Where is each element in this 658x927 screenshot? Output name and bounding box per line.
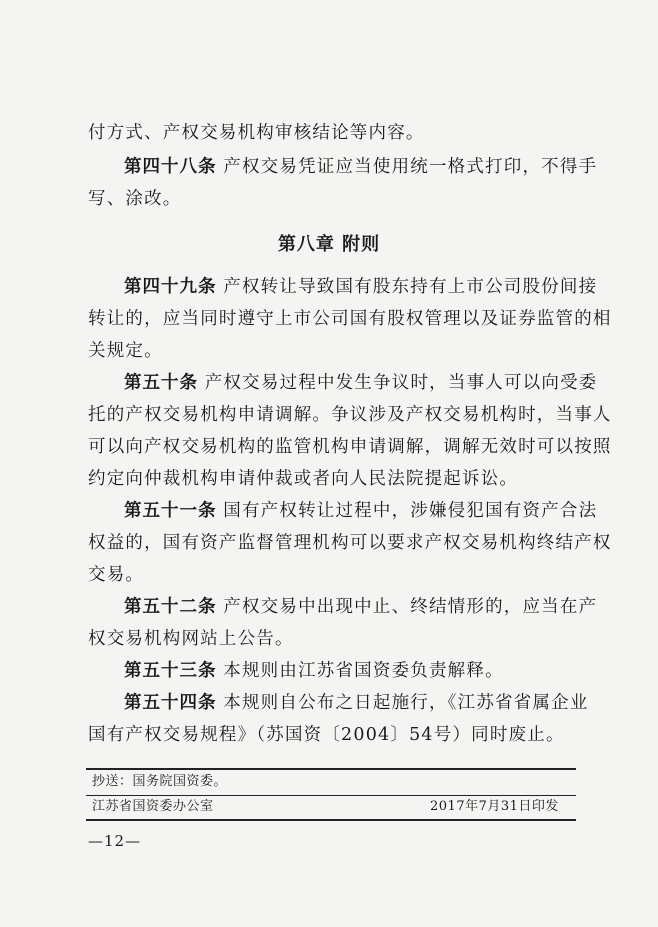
article-heading: 第五十四条 xyxy=(124,693,217,713)
footer-rule-top xyxy=(86,768,576,770)
page-number: —12— xyxy=(88,832,142,850)
article-text: 国有产权转让过程中，涉嫌侵犯国有资产合法 xyxy=(223,501,598,521)
body-line: 写、涂改。 xyxy=(88,189,182,209)
article-text: 本规则由江苏省国资委负责解释。 xyxy=(223,661,504,681)
article-52-line xyxy=(124,595,598,619)
article-text: 产权交易中出现中止、终结情形的，应当在产 xyxy=(223,597,598,617)
footer-rule-bottom xyxy=(86,819,576,821)
body-line: 权交易机构网站上公告。 xyxy=(88,629,294,649)
article-text: 本规则自公布之日起施行，《江苏省省属企业 xyxy=(223,693,589,713)
cc-line: 抄送：国务院国资委。 xyxy=(92,774,228,789)
article-text: 产权交易过程中发生争议时，当事人可以向受委 xyxy=(204,373,598,393)
body-line: 付方式、产权交易机构审核结论等内容。 xyxy=(88,123,425,143)
body-line: 权益的，国有资产监督管理机构可以要求产权交易机构终结产权 xyxy=(88,533,612,553)
body-line: 托的产权交易机构申请调解。争议涉及产权交易机构时，当事人 xyxy=(88,405,612,425)
article-53-line xyxy=(124,659,586,683)
article-heading: 第五十三条 xyxy=(124,661,217,681)
article-heading: 第五十条 xyxy=(124,373,198,393)
article-heading: 第四十八条 xyxy=(124,157,217,177)
body-line: 关规定。 xyxy=(88,341,163,361)
article-49-line xyxy=(124,275,598,299)
article-heading: 第五十一条 xyxy=(124,501,217,521)
article-heading: 第五十二条 xyxy=(124,597,217,617)
article-51-line xyxy=(124,499,598,523)
body-line: 转让的，应当同时遵守上市公司国有股权管理以及证券监管的相 xyxy=(88,309,612,329)
article-48-line xyxy=(124,155,598,179)
article-text: 产权转让导致国有股东持有上市公司股份间接 xyxy=(223,277,598,297)
body-line: 约定向仲裁机构申请仲裁或者向人民法院提起诉讼。 xyxy=(88,469,519,489)
article-54-line xyxy=(124,691,589,715)
chapter-title: 第八章 附则 xyxy=(277,234,381,255)
issue-date: 2017年7月31日印发 xyxy=(430,799,559,814)
footer-rule-middle xyxy=(86,795,576,796)
article-50-line xyxy=(124,371,598,395)
article-text: 产权交易凭证应当使用统一格式打印，不得手 xyxy=(223,157,598,177)
body-line: 交易。 xyxy=(88,565,145,585)
body-line: 国有产权交易规程》（苏国资〔2004〕54号）同时废止。 xyxy=(88,725,565,745)
body-line: 可以向产权交易机构的监管机构申请调解，调解无效时可以按照 xyxy=(88,437,612,457)
article-heading: 第四十九条 xyxy=(124,277,217,297)
issuing-office: 江苏省国资委办公室 xyxy=(92,799,214,814)
